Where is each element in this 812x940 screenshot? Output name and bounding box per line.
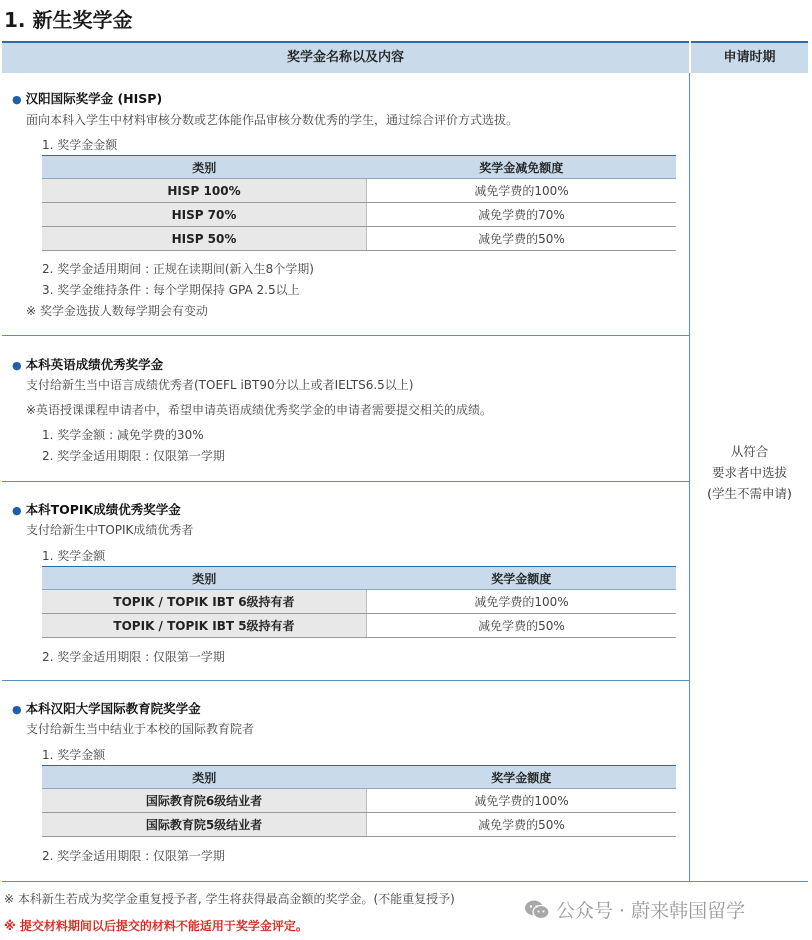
- section-institute: [2, 681, 689, 881]
- table-header: 奖学金额度: [367, 766, 677, 789]
- table-row: 国际教育院5级结业者 减免学费的50%: [42, 813, 676, 837]
- section-title: ● 本科英语成绩优秀奖学金: [12, 357, 164, 372]
- section-desc: 支付给新生当中结业于本校的国际教育院者: [26, 722, 255, 736]
- watermark-text: 公众号 · 蔚来韩国留学: [556, 900, 746, 922]
- topik-table: [42, 566, 676, 638]
- section-hisp: [2, 73, 689, 335]
- bullet-icon: ●: [12, 504, 22, 517]
- bullet-icon: ●: [12, 359, 22, 372]
- item-amount: 1. 奖学金金额: [42, 138, 118, 152]
- section-title: ● 本科TOPIK成绩优秀奖学金: [12, 502, 181, 517]
- section-desc: 支付给新生中TOPIK成绩优秀者: [26, 523, 194, 537]
- table-row: TOPIK / TOPIK IBT 5级持有者 减免学费的50%: [42, 614, 676, 638]
- section-topik: [2, 482, 689, 680]
- table-header: 类别: [42, 766, 367, 789]
- hisp-table: [42, 155, 676, 251]
- section-desc: 面向本科入学生中材料审核分数或艺体能作品审核分数优秀的学生，通过综合评价方式选拔。: [26, 113, 519, 127]
- footnote: ※ 本科新生若成为奖学金重复授予者, 学生将获得最高金额的奖学金。(不能重复授予): [4, 892, 455, 906]
- watermark: [524, 896, 745, 923]
- item-condition: 3. 奖学金维持条件 : 每个学期保持 GPA 2.5以上: [42, 283, 300, 297]
- wechat-icon: [524, 899, 550, 921]
- table-row: HISP 100% 减免学费的100%: [42, 179, 676, 203]
- section-note: ※英语授课课程申请者中，希望申请英语成绩优秀奖学金的申请者需要提交相关的成绩。: [26, 403, 493, 417]
- table-row: 国际教育院6级结业者 减免学费的100%: [42, 789, 676, 813]
- warning-note: ※ 提交材料期间以后提交的材料不能适用于奖学金评定。: [4, 919, 308, 933]
- table-row: TOPIK / TOPIK IBT 6级持有者 减免学费的100%: [42, 590, 676, 614]
- bullet-icon: ●: [12, 93, 22, 106]
- table-row: HISP 70% 减免学费的70%: [42, 203, 676, 227]
- item-amount: 1. 奖学金额: [42, 748, 106, 762]
- application-period: 从符合 要求者中选拔 (学生不需申请): [707, 444, 792, 501]
- bullet-icon: ●: [12, 703, 22, 716]
- item-period: 2. 奖学金适用期限 : 仅限第一学期: [42, 849, 225, 863]
- item-period: 2. 奖学金适用期限 : 仅限第一学期: [42, 449, 225, 463]
- section-title: ● 本科汉阳大学国际教育院奖学金: [12, 701, 201, 716]
- institute-table: [42, 765, 676, 837]
- item-period: 2. 奖学金适用期限 : 仅限第一学期: [42, 650, 225, 664]
- item-amount: 1. 奖学金额: [42, 549, 106, 563]
- column-divider: [689, 73, 690, 881]
- table-header: 奖学金额度: [367, 567, 677, 590]
- table-header: 类别: [42, 156, 367, 179]
- section-desc: 支付给新生当中语言成绩优秀者(TOEFL iBT90分以上或者IELTS6.5以上): [26, 378, 414, 392]
- section-english: [2, 336, 689, 481]
- section-title: ● 汉阳国际奖学金 (HISP): [12, 91, 163, 106]
- table-header: 奖学金减免额度: [367, 156, 677, 179]
- item-amount: 1. 奖学金额 : 减免学费的30%: [42, 428, 204, 442]
- table-header: 类别: [42, 567, 367, 590]
- page-title: 1. 新生奖学金: [4, 8, 133, 32]
- header-period: 申请时期: [691, 41, 808, 73]
- header-content: 奖学金名称以及内容: [2, 41, 689, 73]
- scholarship-table: [2, 41, 808, 882]
- section-note: ※ 奖学金选拔人数每学期会有变动: [26, 304, 208, 318]
- table-row: HISP 50% 减免学费的50%: [42, 227, 676, 251]
- item-period: 2. 奖学金适用期间 : 正规在读期间(新入生8个学期): [42, 262, 314, 276]
